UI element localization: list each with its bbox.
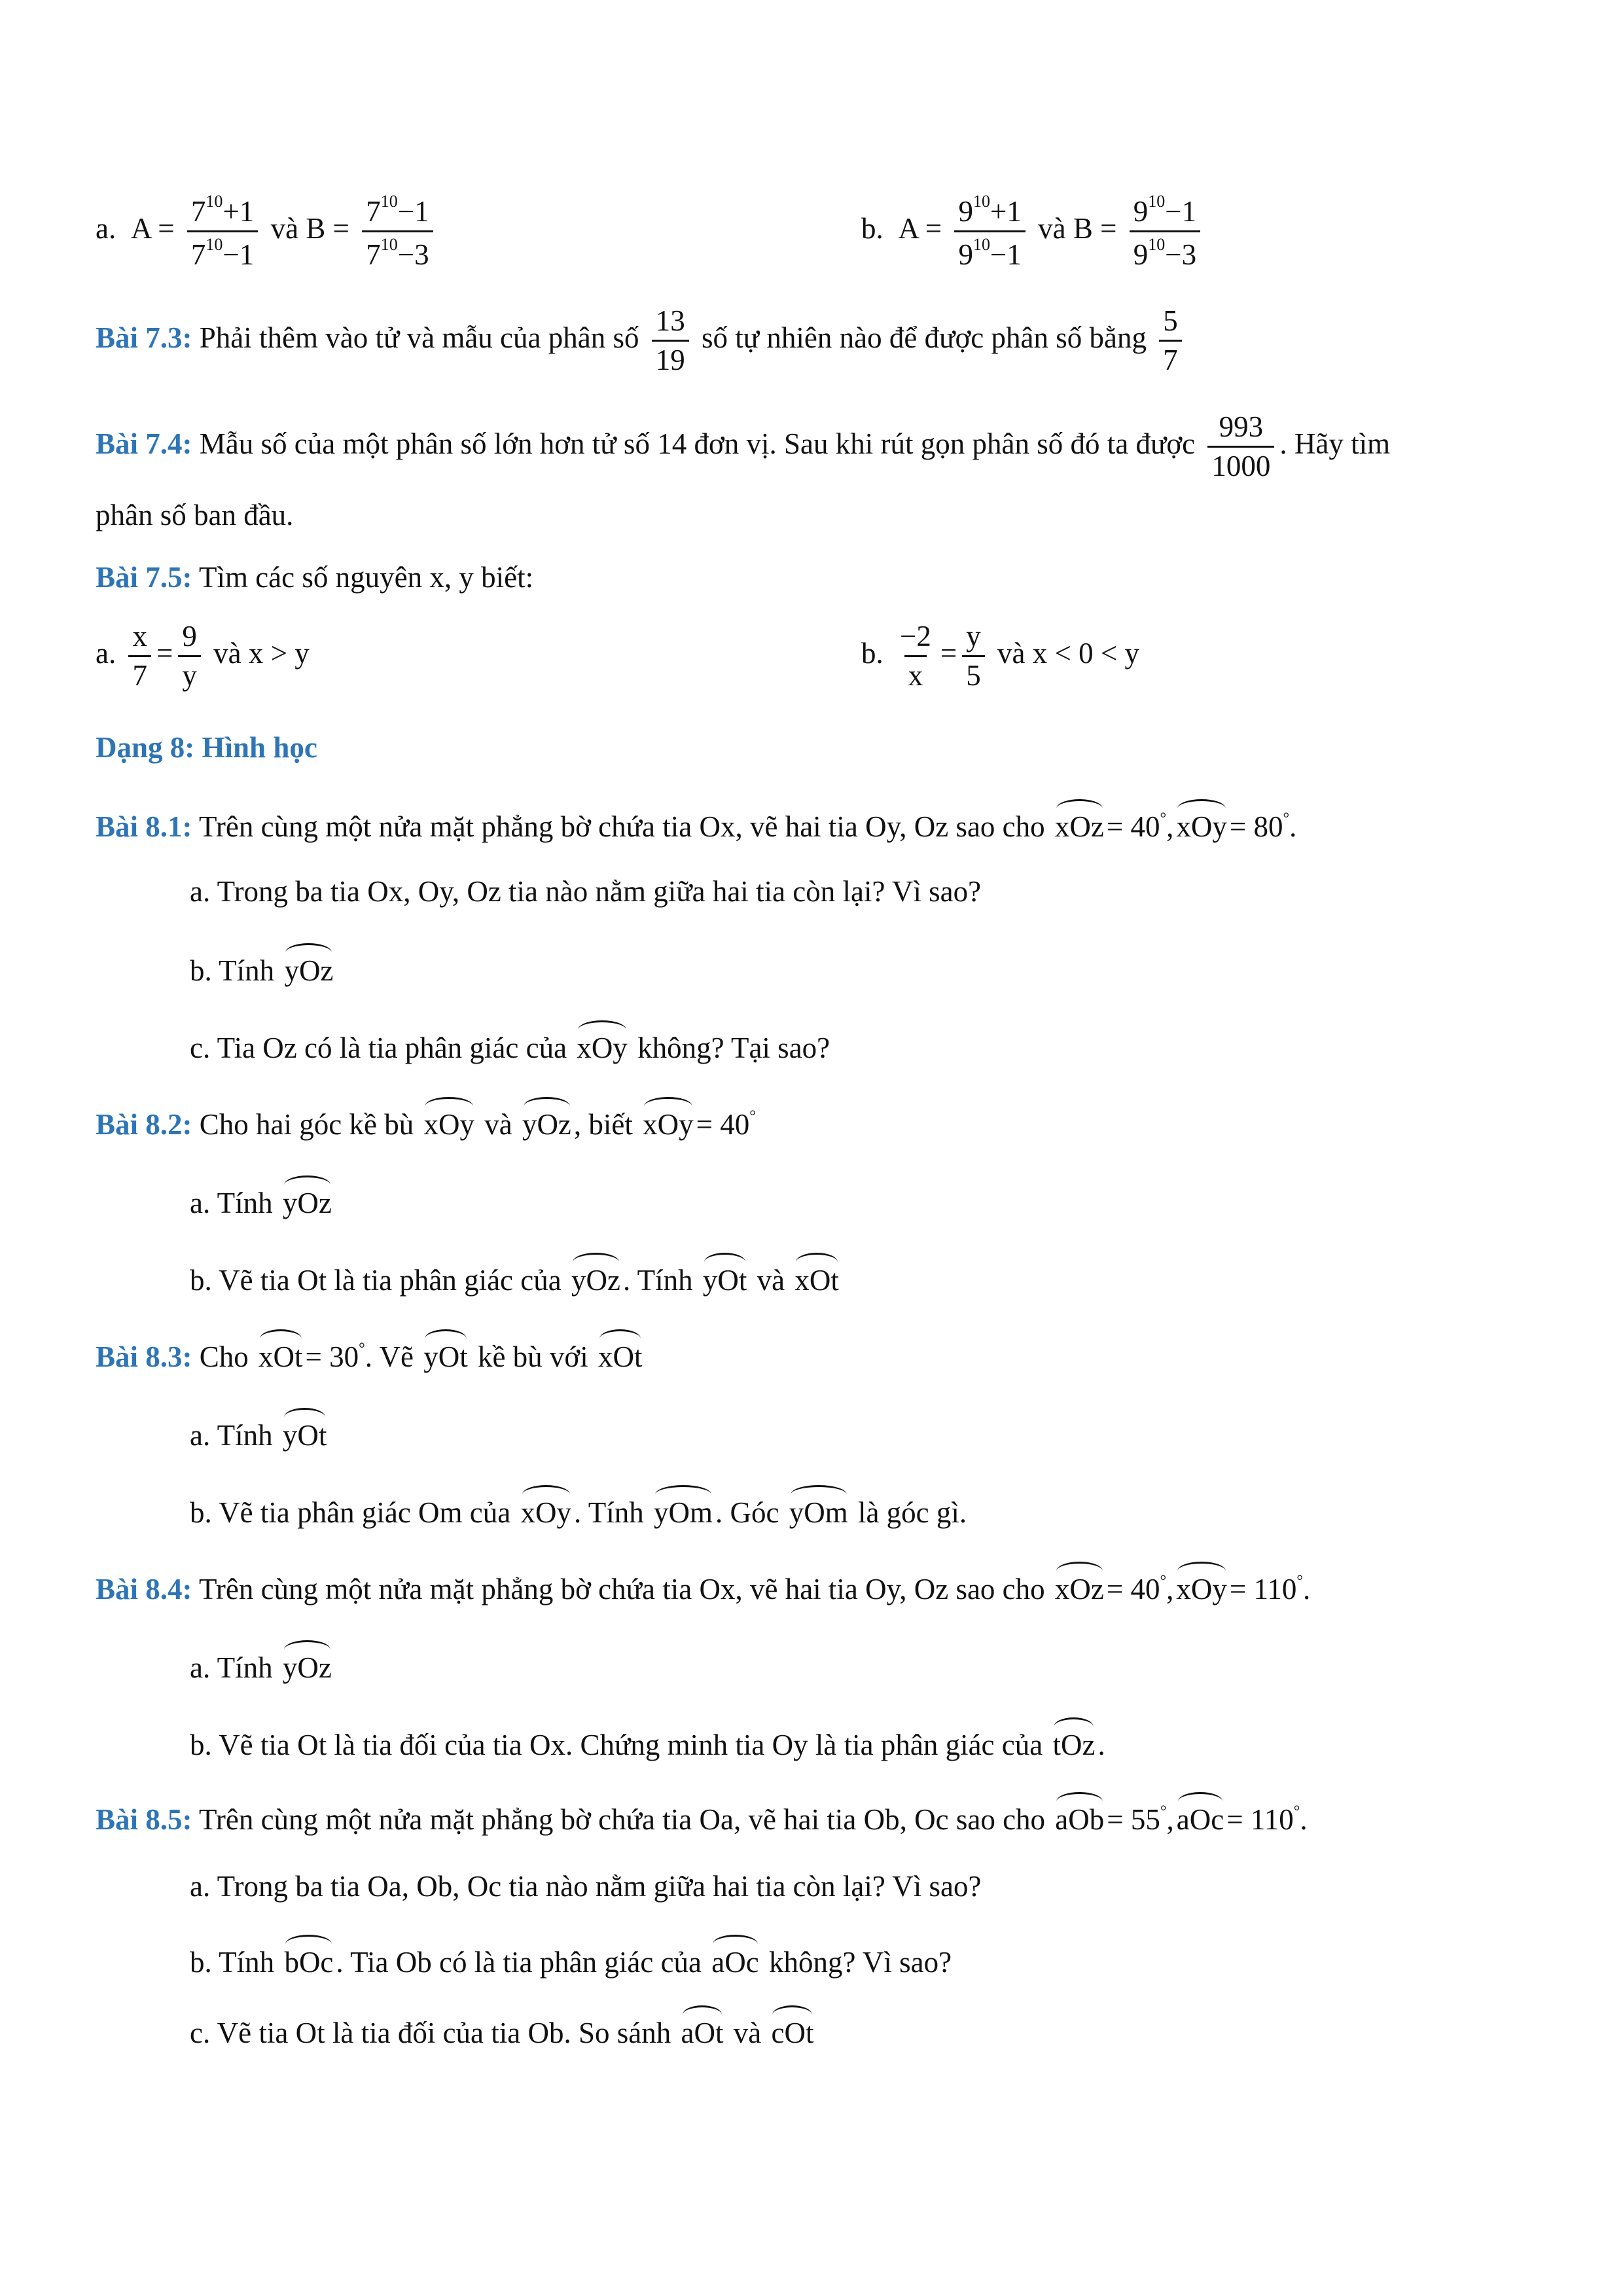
b72b-B-lhs: B = (1073, 211, 1117, 245)
angle-xOy: xOy (643, 1106, 694, 1139)
b81: Bài 8.1: Trên cùng một nửa mặt phẳng bờ chứa tia Ox, vẽ hai tia Oy, Oz sao cho xOz= 40°,xOy= 80°. (96, 808, 1296, 842)
b74-line2: phân số ban đầu. (96, 499, 294, 531)
b82-b: b. Vẽ tia Ot là tia phân giác của yOz. Tính yOt và xOt (190, 1262, 842, 1295)
angle-xOt: xOt (794, 1262, 839, 1295)
b75a-fraction1: $\frac{x}{7}$ (128, 622, 151, 691)
angle-xOy: xOy (423, 1106, 474, 1139)
angle-aOt: aOt (681, 2015, 724, 2048)
angle-yOz: yOz (283, 1649, 332, 1683)
angle-xOy: xOy (1176, 808, 1227, 842)
b82: Bài 8.2: Cho hai góc kề bù xOy và yOz, biết xOy= 40° (96, 1106, 756, 1139)
b72b-A-fraction: $\frac{9^{10}+1}{9^{10}-1}$ (954, 193, 1025, 270)
b81-label: Bài 8.1: (96, 810, 192, 843)
b84: Bài 8.4: Trên cùng một nửa mặt phẳng bờ chứa tia Ox, vẽ hai tia Oy, Oz sao cho xOz= 40°,xOy= 110°. (96, 1571, 1310, 1604)
b73 (96, 306, 1187, 375)
b85-b: b. Tính bOc. Tia Ob có là tia phân giác của aOc không? Vì sao? (190, 1944, 952, 1977)
b75-a: a. $\frac{x}{7}$ = $\frac{9}{y}$ và x > y (96, 620, 310, 692)
b72-b (861, 193, 1205, 270)
angle-yOz: yOz (284, 952, 333, 986)
b83-a: a. Tính yOt (190, 1417, 329, 1450)
section-heading: Dạng 8: Hình học (96, 731, 317, 764)
b73-label: Bài 7.3: (96, 321, 192, 354)
angle-bOc: bOc (284, 1944, 333, 1977)
b72a-prefix: a. (96, 211, 116, 245)
angle-yOt: yOt (283, 1417, 327, 1450)
angle-xOy: xOy (577, 1030, 628, 1063)
b81-a: a. Trong ba tia Ox, Oy, Oz tia nào nằm giữa hai tia còn lại? Vì sao? (190, 875, 982, 908)
b82-label: Bài 8.2: (96, 1108, 192, 1141)
b82-a: a. Tính yOz (190, 1185, 334, 1218)
b72b-prefix: b. (861, 211, 883, 245)
b81-b: b. Tính yOz (190, 952, 336, 986)
b74-line1 (96, 412, 1390, 481)
b72b-B-fraction: $\frac{9^{10}-1}{9^{10}-3}$ (1130, 193, 1200, 270)
b73-fraction1: $\frac{13}{19}$ (652, 306, 689, 375)
b72b-A-lhs: A = (898, 211, 942, 245)
angle-xOt: xOt (598, 1338, 643, 1372)
b75b-fraction1: $\frac{-2}{x}$ (900, 620, 931, 692)
angle-cOt: cOt (771, 2015, 813, 2048)
b72a-A-lhs: A = (131, 211, 175, 245)
angle-aOc: aOc (711, 1944, 758, 1977)
angle-yOz: yOz (571, 1262, 620, 1295)
angle-xOy: xOy (521, 1494, 572, 1528)
b73-text1: Phải thêm vào tử và mẫu của phân số (199, 321, 639, 354)
angle-aOb: aOb (1055, 1801, 1104, 1835)
angle-yOz: yOz (283, 1185, 332, 1218)
b73-text2: số tự nhiên nào để được phân số bằng (702, 321, 1147, 354)
b84-b: b. Vẽ tia Ot là tia đối của tia Ox. Chứng minh tia Oy là tia phân giác của tOz. (190, 1727, 1105, 1760)
b84-label: Bài 8.4: (96, 1573, 192, 1605)
b85-c: c. Vẽ tia Ot là tia đối của tia Ob. So sánh aOt và cOt (190, 2015, 816, 2048)
b74-text1: Mẫu số của một phân số lớn hơn tử số 14 đơn vị. Sau khi rút gọn phân số đó ta được (199, 427, 1196, 460)
b83-label: Bài 8.3: (96, 1340, 192, 1373)
b73-fraction2: $\frac{5}{7}$ (1159, 306, 1182, 375)
b75-label: Bài 7.5: (96, 561, 192, 594)
b75-text: Tìm các số nguyên x, y biết: (198, 561, 534, 594)
b75b-condition: và x < 0 < y (997, 636, 1140, 670)
b74-text2: . Hãy tìm (1279, 427, 1391, 460)
b75a-condition: và x > y (213, 636, 310, 670)
b72a-B-lhs: B = (306, 211, 349, 245)
b75-b: b. $\frac{-2}{x}$ = $\frac{y}{5}$ và x < 0 < y (861, 620, 1140, 692)
b83-b: b. Vẽ tia phân giác Om của xOy. Tính yOm. Góc yOm là góc gì. (190, 1494, 967, 1528)
angle-yOt: yOt (703, 1262, 747, 1295)
b85-label: Bài 8.5: (96, 1803, 192, 1836)
b74-fraction: $\frac{993}{1000}$ (1207, 412, 1274, 481)
b83: Bài 8.3: Cho xOt= 30°. Vẽ yOt kề bù với xOt (96, 1338, 645, 1372)
angle-xOy: xOy (1176, 1571, 1227, 1604)
b75-title (96, 563, 533, 592)
b81-c: c. Tia Oz có là tia phân giác của xOy không? Tại sao? (190, 1030, 830, 1063)
b72b-va: và (1038, 211, 1066, 245)
angle-xOt: xOt (259, 1338, 303, 1372)
b85-a: a. Trong ba tia Oa, Ob, Oc tia nào nằm giữa hai tia còn lại? Vì sao? (190, 1870, 982, 1903)
b85: Bài 8.5: Trên cùng một nửa mặt phẳng bờ chứa tia Oa, vẽ hai tia Ob, Oc sao cho aOb= 55°,aOc= 110°. (96, 1801, 1308, 1835)
angle-yOz: yOz (522, 1106, 571, 1139)
b75a-fraction2: $\frac{9}{y}$ (178, 622, 201, 691)
angle-yOm: yOm (789, 1494, 848, 1528)
b84-a: a. Tính yOz (190, 1649, 334, 1683)
b75b-fraction2: $\frac{y}{5}$ (962, 622, 985, 691)
angle-yOt: yOt (423, 1338, 468, 1372)
b72a-B-fraction: $\frac{7^{10}-1}{7^{10}-3}$ (362, 193, 433, 270)
angle-aOc: aOc (1177, 1801, 1224, 1835)
b72-a (96, 193, 438, 270)
angle-tOz: tOz (1052, 1727, 1095, 1760)
angle-yOm: yOm (654, 1494, 713, 1528)
b74-label: Bài 7.4: (96, 427, 192, 460)
angle-xOz: xOz (1055, 808, 1104, 842)
b72a-A-fraction: $\frac{7^{10}+1}{7^{10}-1}$ (187, 193, 258, 270)
b72a-va: và (270, 211, 299, 245)
angle-xOz: xOz (1055, 1571, 1104, 1604)
